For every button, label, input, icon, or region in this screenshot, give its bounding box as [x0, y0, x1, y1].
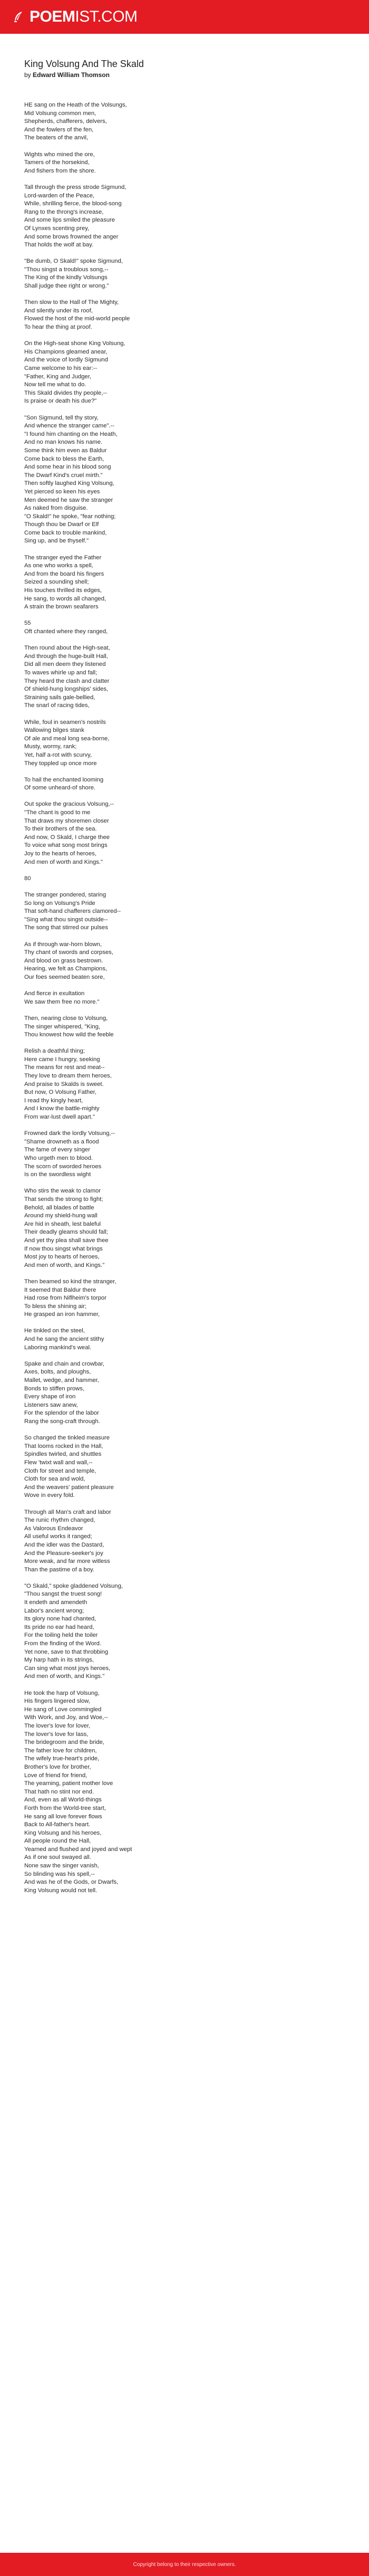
poem-line: To hear the thing at proof.: [24, 324, 92, 331]
poem-line: Thy chant of swords and corpses,: [24, 949, 113, 956]
poem-line: Rang the song-craft through.: [24, 1418, 100, 1425]
poem-line: My harp hath in its strings,: [24, 1657, 94, 1664]
stanza: [24, 891, 351, 932]
poem-line: They toppled up once more: [24, 760, 97, 767]
poem-line: 80: [24, 875, 31, 882]
poem-line: All people round the Hall,: [24, 1838, 91, 1845]
poem-line: Out spoke the gracious Volsung,--: [24, 801, 114, 808]
poem-line: Came welcome to his ear:--: [24, 365, 98, 371]
poem-line: And blood on grass bestrown.: [24, 957, 103, 964]
poem-line: Come back to bless the Earth,: [24, 455, 104, 462]
poem-line: Through all Man's craft and labor: [24, 1509, 111, 1515]
poem-line: Is on the swordless wight: [24, 1171, 91, 1178]
poem-line: So changed the tinkled measure: [24, 1435, 110, 1442]
poem-line: All useful works it ranged;: [24, 1533, 92, 1540]
stanza: [24, 1434, 351, 1500]
poem-line: "Sing what thou singst outside--: [24, 916, 108, 923]
poem-line: Spake and chain and crowbar,: [24, 1360, 104, 1367]
poem-line: The King of the kindly Volsungs: [24, 274, 108, 281]
poem-line: For the toiling held the toiler: [24, 1632, 98, 1639]
poem-line: The lover's love for lover,: [24, 1722, 91, 1729]
poem-line: To bless the shining air;: [24, 1303, 87, 1310]
site-header: [0, 0, 369, 34]
poem-line: To waves whirle up and fall;: [24, 669, 98, 676]
poem-line: While, foul in seamen's nostrils: [24, 719, 106, 726]
poem-line: King Volsung would not tell.: [24, 1887, 98, 1894]
poem-line: A strain the brown seafarers: [24, 604, 99, 610]
poem-line: The father love for children,: [24, 1747, 97, 1754]
poem-line: Their deadly gleams should fall;: [24, 1229, 108, 1236]
stanza: [24, 644, 351, 710]
poem-line: Listeners saw anew,: [24, 1401, 78, 1408]
poem-line: The scorn of sworded heroes: [24, 1163, 102, 1170]
by-label: by: [24, 71, 31, 79]
poem-line: And yet thy plea shall save thee: [24, 1237, 109, 1244]
poem-line: The song that stirred our pulses: [24, 924, 108, 931]
poem-line: Then softly laughed King Volsung,: [24, 480, 114, 487]
poem-line: Are hid in sheath, lest baleful: [24, 1220, 101, 1227]
copyright-text: Copyright belong to their respective owners.: [133, 2561, 236, 2568]
poem-line: Can sing what most joys heroes,: [24, 1665, 111, 1672]
poem-line: While, shrilling fierce, the blood-song: [24, 201, 122, 207]
poem-line: From the finding of the Word.: [24, 1640, 102, 1647]
poem-line: It seemed that Baldur there: [24, 1286, 96, 1293]
poem-line: "O Skald!" he spoke, "fear nothing;: [24, 513, 116, 520]
logo-thin: IST.COM: [75, 8, 138, 25]
poem-line: Straining sails gale-bellied,: [24, 694, 95, 701]
poem-line: The beaters of the anvil,: [24, 135, 89, 141]
poem-line: Behold, all blades of battle: [24, 1204, 94, 1211]
poem-line: The bridegroom and the bride,: [24, 1739, 104, 1746]
stanza: [24, 1509, 351, 1575]
poem-line: Lord-warden of the Peace,: [24, 192, 95, 199]
poem-line: HE sang on the Heath of the Volsungs,: [24, 102, 127, 108]
poem-line: So blinding was his spell,--: [24, 1871, 95, 1877]
poem-line: As if through war-horn blown,: [24, 941, 102, 948]
poem-line: Though thou be Dwarf or Elf: [24, 521, 99, 528]
poem-line: "I found him chanting on the Heath,: [24, 431, 118, 437]
poem-line: Mid Volsung common men,: [24, 110, 96, 117]
stanza: [24, 1327, 351, 1352]
stanza: [24, 875, 351, 883]
poem-line: The yearning, patient mother love: [24, 1780, 113, 1787]
poem-line: Cloth for sea and wold,: [24, 1476, 85, 1483]
poem-line: That soft-hand chafferers clamored--: [24, 908, 121, 915]
poem-line: Our foes seemed beaten sore,: [24, 974, 105, 980]
poem-line: To voice what song most brings: [24, 842, 108, 849]
poem-line: Tall through the press strode Sigmund,: [24, 184, 127, 190]
poem-line: Rang to the throng's increase,: [24, 208, 104, 215]
poem-line: And the fowlers of the fen,: [24, 126, 94, 133]
poem-line: Shall judge thee right or wrong.": [24, 283, 109, 290]
poem-line: And, even as all World-things: [24, 1797, 102, 1804]
poem-line: "Thou sangst the truest song!: [24, 1591, 102, 1598]
poem-line: Men deemed he saw the stranger: [24, 497, 113, 503]
poem-line: And fishers from the shore.: [24, 167, 96, 174]
stanza: [24, 340, 351, 406]
poem-line: Yearned and flushed and joyed and wept: [24, 1846, 132, 1853]
poem-line: His touches thrilled its edges,: [24, 587, 102, 594]
poem-line: Around my shield-hung wall: [24, 1213, 98, 1219]
poem-line: Bonds to stiffen prows,: [24, 1385, 85, 1392]
poem-line: Wights who mined the ore,: [24, 151, 95, 158]
poem-line: Thou knowest how wild the feeble: [24, 1032, 114, 1038]
poem-line: Had rose from Niflheim's torpor: [24, 1295, 106, 1302]
poem-line: But now, O Volsung Father,: [24, 1089, 96, 1096]
quill-icon: [13, 11, 24, 23]
poem-line: And praise to Skalds is sweet.: [24, 1081, 104, 1087]
stanza: [24, 776, 351, 793]
poem-line: King Volsung and his heroes,: [24, 1829, 102, 1836]
author-link[interactable]: Edward William Thomson: [33, 71, 110, 79]
poem-line: Love of friend for friend,: [24, 1772, 88, 1779]
poem-line: "Shame drowneth as a flood: [24, 1138, 99, 1145]
poem-line: Of ale and meal long sea-borne,: [24, 735, 110, 742]
poem-line: Its glory none had chanted,: [24, 1616, 96, 1623]
poem-line: They heard the clash and clatter: [24, 678, 110, 684]
stanza: [24, 1582, 351, 1681]
poem-line: Of shield-hung longships' sides,: [24, 686, 109, 693]
poem-line: And from the board his fingers: [24, 570, 104, 577]
stanza: [24, 1130, 351, 1179]
poem-line: As Valorous Endeavor: [24, 1525, 83, 1532]
poem-line: "O Skald," spoke gladdened Volsung,: [24, 1582, 123, 1589]
poem-line: He grasped an iron hammer,: [24, 1311, 100, 1318]
poem-line: "Be dumb, O Skald!" spoke Sigmund,: [24, 258, 123, 265]
poem-line: We saw them free no more.": [24, 998, 100, 1005]
poem-line: Cloth for street and temple,: [24, 1467, 96, 1474]
poem-line: "Father, King and Judger,: [24, 373, 92, 380]
stanza: [24, 1015, 351, 1039]
stanza: [24, 619, 351, 636]
poem-line: Is praise or death his due?": [24, 398, 97, 405]
poem-line: Forth from the World-tree start,: [24, 1805, 106, 1811]
stanza: [24, 414, 351, 546]
poem-line: "Son Sigmund, tell thy story,: [24, 414, 99, 421]
poem-title: King Volsung And The Skald: [24, 59, 144, 69]
stanza: [24, 1047, 351, 1121]
poem-line: Now tell me what to do.: [24, 381, 86, 388]
poem-line: Some think him even as Baldur: [24, 447, 107, 454]
poem-line: Most joy to hearts of heroes,: [24, 1254, 100, 1261]
poem-line: The Dwarf Kind's cruel mirth.": [24, 472, 103, 479]
poem-line: And men of worth and Kings.": [24, 858, 103, 865]
poem-line: And the weavers' patient pleasure: [24, 1484, 114, 1491]
poem-line: And he sang the ancient stithy: [24, 1336, 104, 1343]
poem-line: The stranger pondered, staring: [24, 892, 106, 898]
poem-line: Did all men deem they listened: [24, 661, 106, 668]
poem-line: And now, O Skald, I charge thee: [24, 834, 110, 841]
poem-line: Flowed the host of the mid-world people: [24, 316, 130, 322]
stanza: [24, 1690, 351, 1895]
poem-body: [24, 101, 351, 1895]
poem-line: The means for rest and meat--: [24, 1064, 105, 1071]
poem-line: Relish a deathful thing;: [24, 1048, 85, 1055]
poem-line: From war-lust dwell apart.": [24, 1114, 95, 1121]
poem-line: More weak, and far more witless: [24, 1558, 110, 1565]
poem-line: Brother's love for brother,: [24, 1763, 91, 1770]
poem-line: That draws my shoremen closer: [24, 817, 109, 824]
poem-line: As if one soul swayed all.: [24, 1854, 91, 1861]
poem-line: He tinkled on the steel,: [24, 1328, 85, 1334]
byline: [24, 71, 351, 79]
poem-line: And some brows frowned the anger: [24, 233, 119, 240]
site-footer: [0, 2553, 369, 2576]
logo-bold: POEM: [30, 8, 75, 25]
poem-line: Shepherds, chafferers, delvers,: [24, 118, 107, 125]
poem-line: Who stirs the weak to clamor: [24, 1188, 101, 1195]
poem-line: So long on Volsung's Pride: [24, 900, 95, 907]
stanza: [24, 1187, 351, 1270]
poem-line: Wove in every fold.: [24, 1492, 75, 1499]
poem-line: Musty, wormy, rank;: [24, 743, 77, 750]
logo-wordmark: [30, 9, 138, 25]
poem-line: Yet, half a-rot with scurvy,: [24, 751, 92, 758]
poem-line: Come back to trouble mankind,: [24, 529, 107, 536]
poem-line: The wifely true-heart's pride,: [24, 1756, 100, 1762]
poem-line: The singer whispered, "King,: [24, 1023, 101, 1030]
poem-line: He sang all love forever flows: [24, 1813, 102, 1820]
stanza: [24, 257, 351, 290]
stanza: [24, 184, 351, 250]
poem-line: That hath no stint nor end.: [24, 1788, 94, 1795]
poem-line: Spindles twirled, and shuttles: [24, 1451, 102, 1458]
poem-line: That holds the wolf at bay.: [24, 242, 94, 249]
poem-line: Tamers of the horsekind,: [24, 159, 90, 166]
poem-line: Laboring mankind's weal.: [24, 1344, 92, 1351]
poem-line: With Work, and Joy, and Woe,--: [24, 1714, 108, 1721]
poem-line: Hearing, we felt as Champions,: [24, 966, 107, 972]
poem-line: I read thy kingly heart,: [24, 1097, 83, 1104]
poem-line: He took the harp of Volsung,: [24, 1690, 100, 1696]
poem-line: Then, nearing close to Volsung,: [24, 1015, 108, 1022]
poem-line: And silently under its roof,: [24, 307, 93, 314]
poem-line: And some hear in his blood song: [24, 464, 111, 471]
poem-line: And the Pleasure-seeker's joy: [24, 1550, 103, 1557]
poem-line: The snarl of racing tides,: [24, 702, 90, 709]
poem-content: [0, 34, 351, 1895]
poem-line: Wallowing bilges stank: [24, 727, 84, 734]
poem-line: Joy to the hearts of heroes,: [24, 851, 96, 857]
poem-line: That looms rocked in the Hall,: [24, 1443, 103, 1449]
poem-line: Of Lynxes scenting prey,: [24, 225, 90, 232]
poem-line: They love to dream them heroes,: [24, 1073, 112, 1080]
poem-line: Labor's ancient wrong;: [24, 1607, 84, 1614]
poem-line: To hail the enchanted looming: [24, 776, 104, 783]
poem-line: As one who works a spell,: [24, 562, 93, 569]
poem-line: 55: [24, 620, 31, 627]
poem-line: And through the huge-built Hall,: [24, 653, 108, 660]
poem-line: And no man knows his name.: [24, 439, 103, 446]
poem-line: Flew 'twixt wall and wall,--: [24, 1459, 93, 1466]
poem-line: His Champions gleamed anear,: [24, 348, 108, 355]
poem-line: The runic rhythm changed,: [24, 1517, 95, 1524]
poem-line: If now thou singst what brings: [24, 1245, 103, 1252]
poem-line: Seized a sounding shell;: [24, 579, 89, 586]
poem-line: Sing up, and be thyself.": [24, 538, 89, 545]
site-logo[interactable]: [13, 9, 138, 25]
stanza: [24, 554, 351, 612]
stanza: [24, 800, 351, 866]
poem-line: Its pride no ear had heard,: [24, 1624, 94, 1630]
stanza: [24, 719, 351, 768]
poem-line: Then round about the High-seat,: [24, 645, 110, 652]
poem-line: For the splendor of the labor: [24, 1410, 99, 1417]
stanza: [24, 101, 351, 142]
poem-line: Who urgeth men to blood.: [24, 1155, 93, 1161]
poem-line: The stranger eyed the Father: [24, 554, 102, 561]
poem-line: To their brothers of the sea.: [24, 826, 97, 833]
poem-line: Than the pastime of a boy.: [24, 1566, 94, 1573]
poem-line: And whence the stranger came".--: [24, 423, 115, 430]
poem-line: Yet none, save to that throbbing: [24, 1648, 109, 1655]
poem-line: Of some unheard-of shore.: [24, 785, 96, 791]
poem-line: Yet pierced so keen his eyes: [24, 488, 100, 495]
poem-line: And I know the battle-mighty: [24, 1105, 100, 1112]
poem-line: On the High-seat shone King Volsung,: [24, 340, 125, 347]
poem-line: That sends the strong to fight;: [24, 1196, 103, 1203]
poem-line: And the idler was the Dastard,: [24, 1541, 104, 1548]
poem-line: And some lips smiled the pleasure: [24, 217, 115, 224]
stanza: [24, 941, 351, 982]
stanza: [24, 1360, 351, 1426]
poem-line: And fierce in exultation: [24, 990, 85, 997]
poem-line: He sang, to words all changed,: [24, 595, 106, 602]
poem-line: Then beamed so kind the stranger,: [24, 1278, 116, 1285]
poem-line: Frowned dark the lordly Volsung,--: [24, 1130, 115, 1137]
poem-line: He sang of Love commingled: [24, 1706, 102, 1713]
poem-line: Mallet, wedge, and hammer,: [24, 1377, 99, 1384]
poem-line: The lover's love for lass,: [24, 1731, 89, 1738]
poem-line: "The chant is good to me: [24, 809, 91, 816]
stanza: [24, 299, 351, 331]
stanza: [24, 151, 351, 176]
poem-line: Then slow to the Hall of The Mighty,: [24, 299, 119, 306]
poem-line: And men of worth, and Kings.": [24, 1262, 105, 1268]
poem-line: The fame of every singer: [24, 1147, 90, 1153]
poem-line: Here came I hungry, seeking: [24, 1056, 100, 1063]
poem-line: "Thou singst a troublous song,--: [24, 266, 109, 273]
stanza: [24, 990, 351, 1006]
poem-line: And was he of the Gods, or Dwarfs,: [24, 1879, 119, 1886]
poem-line: Oft chanted where they ranged,: [24, 628, 108, 635]
poem-line: Every shape of iron: [24, 1394, 76, 1400]
poem-line: And men of worth, and Kings.": [24, 1673, 105, 1680]
poem-line: It endeth and amendeth: [24, 1599, 88, 1606]
poem-line: Axes, bolts, and ploughs,: [24, 1369, 91, 1376]
poem-line: And the voice of lordly Sigmund: [24, 357, 108, 364]
poem-line: As naked from disguise.: [24, 505, 88, 512]
poem-line: His fingers lingered slow,: [24, 1698, 90, 1705]
poem-line: Back to All-father's heart.: [24, 1821, 91, 1828]
poem-line: This Skald divides thy people,--: [24, 389, 107, 396]
poem-line: None saw the singer vanish,: [24, 1863, 99, 1869]
stanza: [24, 1278, 351, 1319]
